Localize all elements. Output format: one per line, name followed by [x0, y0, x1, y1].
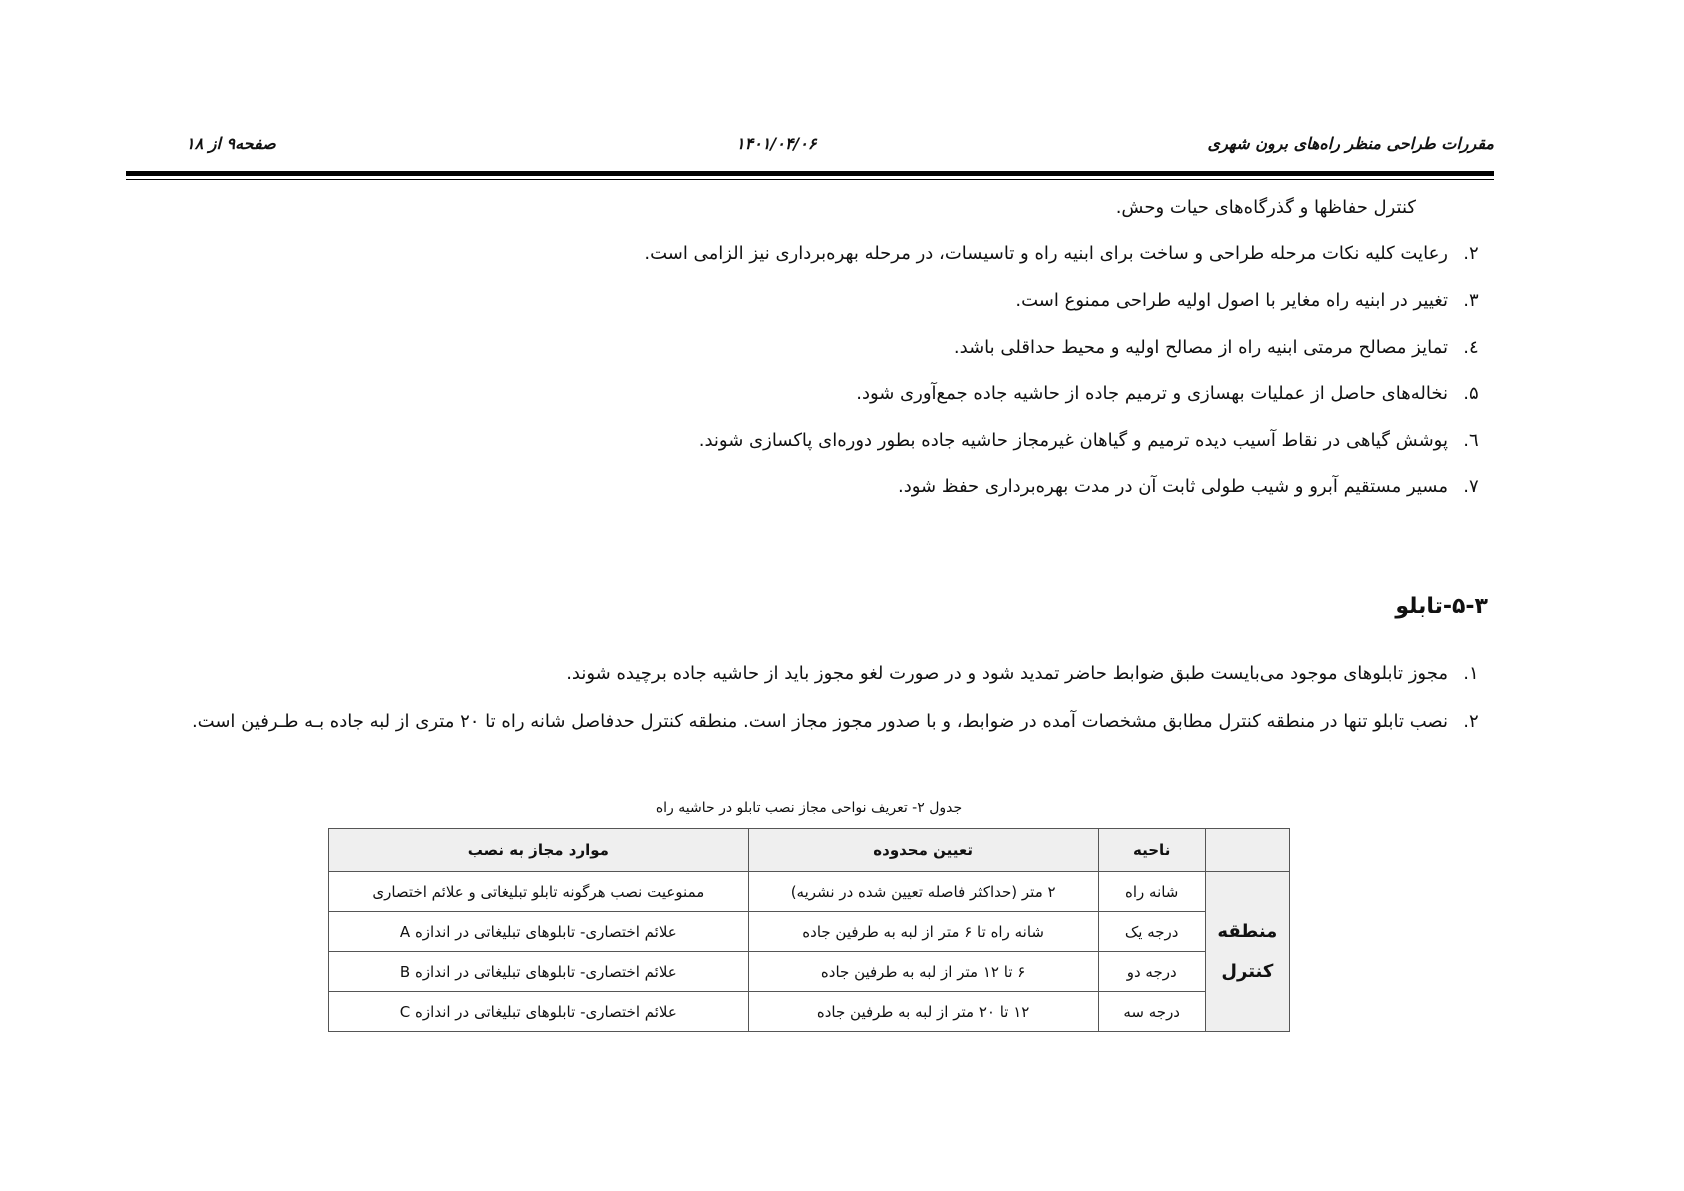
cell-range: ۲ متر (حداکثر فاصله تعیین شده در نشریه): [748, 872, 1098, 912]
cell-allowed: ممنوعیت نصب هرگونه تابلو تبلیغاتی و علائم اختصاری: [329, 872, 749, 912]
list-item: [644, 243, 1479, 264]
cell-range: ۶ تا ۱۲ متر از لبه به طرفین جاده: [748, 952, 1098, 992]
cell-range: ۱۲ تا ۲۰ متر از لبه به طرفین جاده: [748, 992, 1098, 1032]
table-row: [329, 992, 1290, 1032]
cell-range: شانه راه تا ۶ متر از لبه به طرفین جاده: [748, 912, 1098, 952]
cell-area: درجه یک: [1098, 912, 1205, 952]
document-title: مقررات طراحی منظر راه‌های برون شهری: [1207, 134, 1494, 153]
cell-area: درجه سه: [1098, 992, 1205, 1032]
list-item: [1015, 290, 1479, 311]
list-item-text: تغییر در ابنیه راه مغایر با اصول اولیه طراحی ممنوع است.: [1015, 290, 1448, 311]
list-item-text: تمایز مصالح مرمتی ابنیه راه از مصالح اولیه و محیط حداقلی باشد.: [953, 337, 1448, 358]
list-item-text: نصب تابلو تنها در منطقه کنترل مطابق مشخصات آمده در ضوابط، و با صدور مجوز مجاز است. منطقه کنترل حدفاصل شانه راه تا ۲۰ متری از لبه جاده بـه طـرفین است.: [191, 711, 1448, 732]
document-date: ۱۴۰۱/۰۴/۰۶: [736, 134, 817, 153]
page-number: صفحه۹ از ۱۸: [186, 134, 276, 153]
header-rule-thin: [126, 179, 1494, 180]
table-row: [329, 912, 1290, 952]
list-item-text: مسیر مستقیم آبرو و شیب طولی ثابت آن در مدت بهره‌برداری حفظ شود.: [898, 476, 1448, 497]
list-item-number: ۲.: [1463, 711, 1479, 732]
list-item-number: ۲.: [1463, 243, 1479, 264]
header-rule-thick: [126, 171, 1494, 176]
list-item-text: رعایت کلیه نکات مرحله طراحی و ساخت برای ابنیه راه و تاسیسات، در مرحله بهره‌برداری نیز الزامی است.: [644, 243, 1448, 264]
list-item: [698, 430, 1479, 451]
header-allowed: موارد مجاز به نصب: [329, 829, 749, 872]
cell-allowed: علائم اختصاری- تابلوهای تبلیغاتی در اندازه B: [329, 952, 749, 992]
list-item-number: ۷.: [1463, 476, 1479, 497]
list-continuation: کنترل حفاظها و گذرگاه‌های حیات وحش.: [1115, 197, 1416, 218]
cell-allowed: علائم اختصاری- تابلوهای تبلیغاتی در اندازه C: [329, 992, 749, 1032]
page-header: [126, 130, 1494, 160]
header-area: ناحیه: [1098, 829, 1205, 872]
cell-area: درجه دو: [1098, 952, 1205, 992]
table-caption: جدول ۲- تعریف نواحی مجاز نصب تابلو در حاشیه راه: [655, 800, 963, 816]
table-row: [329, 952, 1290, 992]
list-item-text: پوشش گیاهی در نقاط آسیب دیده ترمیم و گیاهان غیرمجاز حاشیه جاده بطور دوره‌ای پاکسازی شوند.: [698, 430, 1448, 451]
cell-allowed: علائم اختصاری- تابلوهای تبلیغاتی در اندازه A: [329, 912, 749, 952]
zones-table: [328, 828, 1290, 1032]
list-item-number: ۱.: [1463, 663, 1479, 684]
list-item-text: نخاله‌های حاصل از عملیات بهسازی و ترمیم جاده از حاشیه جاده جمع‌آوری شود.: [856, 383, 1448, 404]
cell-area: شانه راه: [1098, 872, 1205, 912]
list-item-text: مجوز تابلوهای موجود می‌بایست طبق ضوابط حاضر تمدید شود و در صورت لغو مجوز باید از حاشیه جاده برچیده شوند.: [566, 663, 1448, 684]
list-item-number: ۵.: [1463, 383, 1479, 404]
list-item-number: ٦.: [1463, 430, 1479, 451]
list-item: [898, 476, 1479, 497]
zone-label: منطقه کنترل: [1205, 872, 1289, 1032]
list-item: [123, 698, 1479, 746]
list-item: [953, 337, 1479, 358]
table-row: [329, 872, 1290, 912]
list-item-number: ۳.: [1463, 290, 1479, 311]
list-item-number: ٤.: [1463, 337, 1479, 358]
header-range: تعیین محدوده: [748, 829, 1098, 872]
table-header-row: [329, 829, 1290, 872]
header-zone: [1205, 829, 1289, 872]
list-item: [566, 663, 1479, 684]
section-heading: ۵-۳-تابلو: [1395, 594, 1488, 619]
list-item: [856, 383, 1479, 404]
